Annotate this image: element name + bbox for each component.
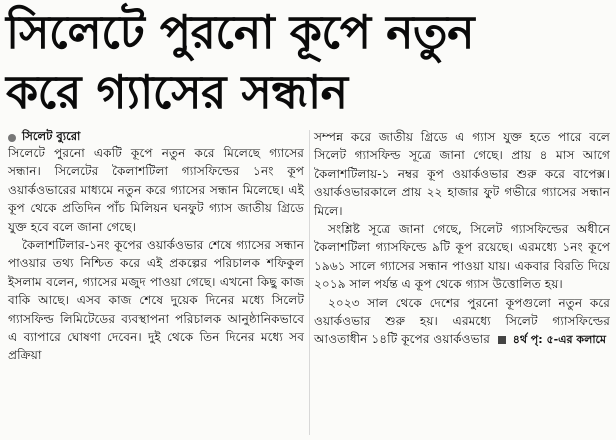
right-paragraph-3 <box>314 294 610 350</box>
byline-text: সিলেট ব্যুরো <box>22 129 81 143</box>
continued-note: ৪র্থ পৃ: ৫-এর কলামে <box>512 333 607 347</box>
headline-line-2: করে গ্যাসের সন্ধান <box>6 65 348 119</box>
bullet-icon <box>8 134 16 142</box>
headline <box>6 2 610 122</box>
right-paragraph-2: সংশ্লিষ্ট সূত্রে জানা গেছে, সিলেট গ্যাসফিল্ডের অধীনে কৈলাশটিলা গ্যাসফিল্ডে ৯টি কূপ রয়েছে। এরমধ্যে ১নং কূপে ১৯৬১ সালে গ্যাসের সন্ধান পাওয়া যায়। একবার বিরতি দিয়ে ২০১৯ সাল পর্যন্ত এ কূপ থেকে গ্যাস উত্তোলিত হয়। <box>314 222 610 292</box>
right-paragraph-1: সম্পন্ন করে জাতীয় গ্রিডে এ গ্যাস যুক্ত হতে পারে বলে সিলেট গ্যাসফিল্ড সূত্রে জানা গেছে। প্রায় ৪ মাস আগে কৈলাশটিলায়-১ নম্বর কূপ ওয়ার্কওভার শুরু করে বাপেক্স। ওয়ার্কওভারকালে প্রায় ২২ হাজার ফুট গভীরে গ্যাসের সন্ধান মিলে। <box>314 130 610 218</box>
left-column <box>8 144 304 365</box>
left-paragraph-2: কৈলাশটিলার-১নং কূপের ওয়ার্কওভার শেষে গ্যাসের সন্ধান পাওয়ার তথ্য নিশ্চিত করে এই প্রকল্পের পরিচালক শফিকুল ইসলাম বলেন, গ্যাসের মজুদ পাওয়া গেছে। এখনো কিছু কাজ বাকি আছে। এসব কাজ শেষে দুয়েক দিনের মধ্যে সিলেট গ্যাসফিল্ড লিমিটেডের ব্যবস্থাপনা পরিচালক আনুষ্ঠানিকভাবে এ ব্যাপারে ঘোষণা দেবেন। দুই থেকে তিন দিনের মধ্যে সব প্রক্রিয়া <box>8 238 304 363</box>
square-icon <box>498 336 506 344</box>
right-paragraph-3-text: ২০২৩ সাল থেকে দেশের পুরনো কূপগুলো নতুন করে ওয়ার্কওভার শুরু হয়। এরমধ্যে সিলেট গ্যাসফিল্ডের আওতাধীন ১৪টি কূপের ওয়ার্কওভার <box>314 295 610 347</box>
left-paragraph-1: সিলেটে পুরনো একটি কূপে নতুন করে মিলেছে গ্যাসের সন্ধান। সিলেটের কৈলাশটিলা গ্যাসফিল্ডের ১নং কূপ ওয়ার্কওভারের মাধ্যমে নতুন করে গ্যাসের সন্ধান মিলেছে। এই কূপ থেকে প্রতিদিন পাঁচ মিলিয়ন ঘনফুট গ্যাস জাতীয় গ্রিডে যুক্ত হবে বলে জানা গেছে। <box>8 146 304 234</box>
column-divider <box>309 130 310 435</box>
headline-line-1: সিলেটে পুরনো কূপে নতুন <box>6 5 475 59</box>
right-column <box>314 128 610 350</box>
